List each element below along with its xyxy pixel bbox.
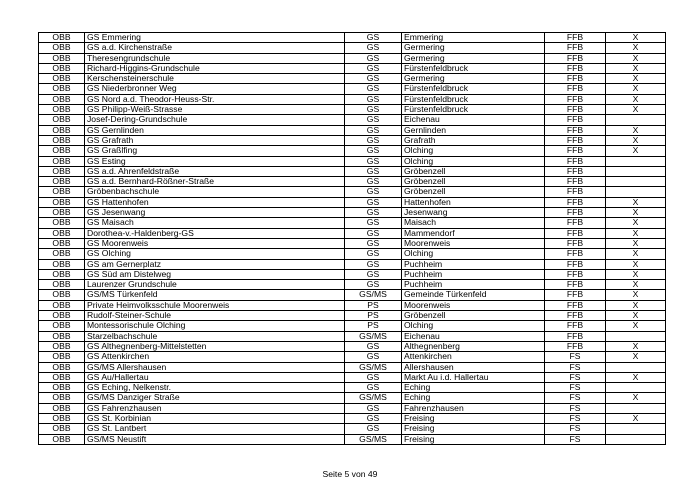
table-row [39,146,666,156]
table-row [39,269,666,279]
city-cell: Puchheim [402,280,545,290]
marker-cell: X [606,43,666,53]
district-code-cell: FS [545,434,606,444]
district-code-cell: FFB [545,218,606,228]
city-cell: Gröbenzell [402,177,545,187]
region-cell: OBB [39,105,85,115]
district-code-cell: FS [545,362,606,372]
table-row [39,372,666,382]
table-row [39,84,666,94]
city-cell: Markt Au i.d. Hallertau [402,372,545,382]
region-cell: OBB [39,341,85,351]
school-type-cell: GS [345,383,402,393]
district-code-cell: FFB [545,156,606,166]
school-type-cell: GS [345,280,402,290]
district-code-cell: FFB [545,259,606,269]
city-cell: Maisach [402,218,545,228]
school-name-cell: GS/MS Türkenfeld [85,290,345,300]
region-cell: OBB [39,259,85,269]
marker-cell: X [606,208,666,218]
school-name-cell: Kerschensteinerschule [85,74,345,84]
city-cell: Olching [402,156,545,166]
city-cell: Moorenweis [402,238,545,248]
district-code-cell: FFB [545,74,606,84]
region-cell: OBB [39,74,85,84]
district-code-cell: FFB [545,43,606,53]
city-cell: Freising [402,424,545,434]
region-cell: OBB [39,269,85,279]
school-type-cell: GS [345,187,402,197]
school-table [38,32,666,445]
city-cell: Germering [402,43,545,53]
school-name-cell: Montessorischule Olching [85,321,345,331]
marker-cell [606,166,666,176]
school-name-cell: Theresengrundschule [85,53,345,63]
table-body [39,33,666,445]
region-cell: OBB [39,311,85,321]
school-type-cell: GS [345,63,402,73]
region-cell: OBB [39,383,85,393]
marker-cell: X [606,341,666,351]
school-type-cell: GS/MS [345,393,402,403]
region-cell: OBB [39,197,85,207]
region-cell: OBB [39,362,85,372]
marker-cell: X [606,105,666,115]
region-cell: OBB [39,331,85,341]
table-row [39,362,666,372]
school-type-cell: GS [345,403,402,413]
school-name-cell: GS Maisach [85,218,345,228]
school-name-cell: GS/MS Neustift [85,434,345,444]
city-cell: Gernlinden [402,125,545,135]
city-cell: Eichenau [402,331,545,341]
school-name-cell: Dorothea-v.-Haldenberg-GS [85,228,345,238]
table-row [39,125,666,135]
school-type-cell: GS [345,238,402,248]
school-type-cell: GS [345,105,402,115]
city-cell: Mammendorf [402,228,545,238]
district-code-cell: FS [545,424,606,434]
marker-cell: X [606,228,666,238]
school-type-cell: GS [345,53,402,63]
table-row [39,105,666,115]
table-row [39,218,666,228]
school-type-cell: GS [345,249,402,259]
region-cell: OBB [39,238,85,248]
city-cell: Olching [402,146,545,156]
school-name-cell: GS Attenkirchen [85,352,345,362]
region-cell: OBB [39,321,85,331]
school-type-cell: GS [345,94,402,104]
table-row [39,228,666,238]
marker-cell: X [606,33,666,43]
table-row [39,321,666,331]
school-type-cell: GS [345,135,402,145]
district-code-cell: FFB [545,341,606,351]
marker-cell: X [606,311,666,321]
school-type-cell: GS [345,43,402,53]
marker-cell: X [606,321,666,331]
table-row [39,33,666,43]
table-row [39,63,666,73]
city-cell: Hattenhofen [402,197,545,207]
region-cell: OBB [39,434,85,444]
district-code-cell: FS [545,383,606,393]
region-cell: OBB [39,146,85,156]
region-cell: OBB [39,280,85,290]
region-cell: OBB [39,352,85,362]
region-cell: OBB [39,166,85,176]
district-code-cell: FFB [545,84,606,94]
school-name-cell: GS St. Korbinian [85,413,345,423]
city-cell: Allershausen [402,362,545,372]
district-code-cell: FFB [545,115,606,125]
school-type-cell: GS [345,352,402,362]
school-type-cell: GS [345,218,402,228]
city-cell: Fahrenzhausen [402,403,545,413]
table-row [39,331,666,341]
school-name-cell: Richard-Higgins-Grundschule [85,63,345,73]
school-name-cell: GS Grafrath [85,135,345,145]
table-row [39,300,666,310]
school-name-cell: GS St. Lantbert [85,424,345,434]
table-row [39,413,666,423]
school-type-cell: GS [345,424,402,434]
district-code-cell: FFB [545,135,606,145]
table-row [39,53,666,63]
marker-cell: X [606,290,666,300]
city-cell: Grafrath [402,135,545,145]
region-cell: OBB [39,208,85,218]
school-name-cell: GS Fahrenzhausen [85,403,345,413]
marker-cell: X [606,74,666,84]
marker-cell: X [606,352,666,362]
table-row [39,94,666,104]
school-type-cell: GS [345,74,402,84]
school-type-cell: GS [345,208,402,218]
city-cell: Gröbenzell [402,187,545,197]
school-name-cell: GS Althegnenberg-Mittelstetten [85,341,345,351]
marker-cell: X [606,300,666,310]
city-cell: Fürstenfeldbruck [402,94,545,104]
school-name-cell: GS Niederbronner Weg [85,84,345,94]
district-code-cell: FFB [545,300,606,310]
district-code-cell: FFB [545,166,606,176]
marker-cell: X [606,249,666,259]
school-type-cell: GS/MS [345,290,402,300]
region-cell: OBB [39,249,85,259]
city-cell: Althegnenberg [402,341,545,351]
district-code-cell: FFB [545,146,606,156]
district-code-cell: FFB [545,105,606,115]
table-row [39,341,666,351]
marker-cell [606,187,666,197]
city-cell: Fürstenfeldbruck [402,84,545,94]
school-name-cell: GS Gernlinden [85,125,345,135]
city-cell: Gemeinde Türkenfeld [402,290,545,300]
region-cell: OBB [39,63,85,73]
district-code-cell: FS [545,352,606,362]
table-row [39,290,666,300]
district-code-cell: FFB [545,53,606,63]
marker-cell: X [606,413,666,423]
school-name-cell: GS Olching [85,249,345,259]
region-cell: OBB [39,135,85,145]
district-code-cell: FFB [545,228,606,238]
city-cell: Moorenweis [402,300,545,310]
district-code-cell: FFB [545,249,606,259]
region-cell: OBB [39,53,85,63]
table-row [39,197,666,207]
table-row [39,393,666,403]
marker-cell: X [606,197,666,207]
region-cell: OBB [39,300,85,310]
marker-cell: X [606,135,666,145]
district-code-cell: FFB [545,321,606,331]
region-cell: OBB [39,115,85,125]
district-code-cell: FFB [545,63,606,73]
table-row [39,115,666,125]
district-code-cell: FFB [545,311,606,321]
district-code-cell: FFB [545,238,606,248]
city-cell: Eching [402,393,545,403]
marker-cell: X [606,84,666,94]
marker-cell: X [606,259,666,269]
marker-cell: X [606,269,666,279]
school-type-cell: GS [345,197,402,207]
school-name-cell: GS Philipp-Weiß-Strasse [85,105,345,115]
city-cell: Jesenwang [402,208,545,218]
table-row [39,383,666,393]
city-cell: Olching [402,321,545,331]
school-type-cell: GS [345,269,402,279]
school-type-cell: GS [345,177,402,187]
school-type-cell: GS [345,166,402,176]
region-cell: OBB [39,33,85,43]
school-type-cell: GS [345,146,402,156]
marker-cell [606,331,666,341]
school-name-cell: GS Emmering [85,33,345,43]
school-name-cell: Starzelbachschule [85,331,345,341]
region-cell: OBB [39,84,85,94]
school-name-cell: GS/MS Danziger Straße [85,393,345,403]
marker-cell: X [606,393,666,403]
city-cell: Gröbenzell [402,166,545,176]
school-type-cell: GS [345,228,402,238]
marker-cell [606,177,666,187]
city-cell: Gröbenzell [402,311,545,321]
school-name-cell: GS Jesenwang [85,208,345,218]
city-cell: Fürstenfeldbruck [402,105,545,115]
school-name-cell: GS a.d. Bernhard-Rößner-Straße [85,177,345,187]
marker-cell: X [606,238,666,248]
region-cell: OBB [39,187,85,197]
school-name-cell: GS Nord a.d. Theodor-Heuss-Str. [85,94,345,104]
region-cell: OBB [39,424,85,434]
school-name-cell: GS Eching, Nelkenstr. [85,383,345,393]
city-cell: Freising [402,413,545,423]
region-cell: OBB [39,372,85,382]
region-cell: OBB [39,94,85,104]
marker-cell [606,434,666,444]
school-name-cell: Rudolf-Steiner-Schule [85,311,345,321]
table-row [39,187,666,197]
school-name-cell: Laurenzer Grundschule [85,280,345,290]
table-row [39,177,666,187]
city-cell: Puchheim [402,269,545,279]
region-cell: OBB [39,125,85,135]
district-code-cell: FS [545,372,606,382]
marker-cell: X [606,53,666,63]
region-cell: OBB [39,403,85,413]
region-cell: OBB [39,218,85,228]
marker-cell: X [606,218,666,228]
table-row [39,403,666,413]
district-code-cell: FS [545,413,606,423]
school-name-cell: GS Graßlfing [85,146,345,156]
school-type-cell: GS [345,156,402,166]
school-type-cell: GS [345,372,402,382]
school-type-cell: GS [345,115,402,125]
table-row [39,280,666,290]
school-type-cell: PS [345,321,402,331]
district-code-cell: FFB [545,197,606,207]
marker-cell [606,403,666,413]
region-cell: OBB [39,393,85,403]
school-type-cell: GS [345,84,402,94]
city-cell: Germering [402,53,545,63]
table-row [39,259,666,269]
district-code-cell: FFB [545,280,606,290]
district-code-cell: FFB [545,269,606,279]
school-name-cell: GS Moorenweis [85,238,345,248]
region-cell: OBB [39,290,85,300]
marker-cell [606,424,666,434]
district-code-cell: FFB [545,33,606,43]
table-row [39,43,666,53]
school-name-cell: Gröbenbachschule [85,187,345,197]
school-type-cell: GS/MS [345,331,402,341]
marker-cell [606,383,666,393]
school-type-cell: PS [345,300,402,310]
table-row [39,424,666,434]
school-type-cell: GS [345,125,402,135]
marker-cell [606,156,666,166]
table-row [39,135,666,145]
marker-cell: X [606,372,666,382]
table-row [39,434,666,444]
marker-cell: X [606,125,666,135]
table-row [39,311,666,321]
city-cell: Eichenau [402,115,545,125]
marker-cell: X [606,63,666,73]
marker-cell [606,362,666,372]
city-cell: Emmering [402,33,545,43]
school-type-cell: GS [345,341,402,351]
district-code-cell: FFB [545,208,606,218]
district-code-cell: FS [545,393,606,403]
marker-cell [606,115,666,125]
city-cell: Germering [402,74,545,84]
school-type-cell: GS [345,259,402,269]
region-cell: OBB [39,413,85,423]
city-cell: Eching [402,383,545,393]
school-name-cell: GS Hattenhofen [85,197,345,207]
region-cell: OBB [39,43,85,53]
school-name-cell: GS am Gernerplatz [85,259,345,269]
school-type-cell: GS/MS [345,362,402,372]
city-cell: Freising [402,434,545,444]
district-code-cell: FFB [545,187,606,197]
table-row [39,238,666,248]
region-cell: OBB [39,177,85,187]
table-row [39,74,666,84]
school-name-cell: GS/MS Allershausen [85,362,345,372]
city-cell: Attenkirchen [402,352,545,362]
district-code-cell: FFB [545,290,606,300]
school-name-cell: GS a.d. Kirchenstraße [85,43,345,53]
marker-cell: X [606,146,666,156]
school-type-cell: GS [345,33,402,43]
school-name-cell: GS Au/Hallertau [85,372,345,382]
city-cell: Fürstenfeldbruck [402,63,545,73]
page-number: Seite 5 von 49 [322,469,378,479]
school-name-cell: Private Heimvolksschule Moorenweis [85,300,345,310]
school-type-cell: GS [345,413,402,423]
table-row [39,352,666,362]
district-code-cell: FFB [545,125,606,135]
region-cell: OBB [39,156,85,166]
district-code-cell: FS [545,403,606,413]
marker-cell: X [606,94,666,104]
city-cell: Olching [402,249,545,259]
region-cell: OBB [39,228,85,238]
table-row [39,249,666,259]
district-code-cell: FFB [545,177,606,187]
table-row [39,208,666,218]
school-name-cell: GS Süd am Distelweg [85,269,345,279]
school-type-cell: GS/MS [345,434,402,444]
district-code-cell: FFB [545,331,606,341]
table-row [39,156,666,166]
district-code-cell: FFB [545,94,606,104]
city-cell: Puchheim [402,259,545,269]
marker-cell: X [606,280,666,290]
table-row [39,166,666,176]
school-name-cell: GS a.d. Ahrenfeldstraße [85,166,345,176]
school-type-cell: PS [345,311,402,321]
school-name-cell: GS Esting [85,156,345,166]
school-name-cell: Josef-Dering-Grundschule [85,115,345,125]
